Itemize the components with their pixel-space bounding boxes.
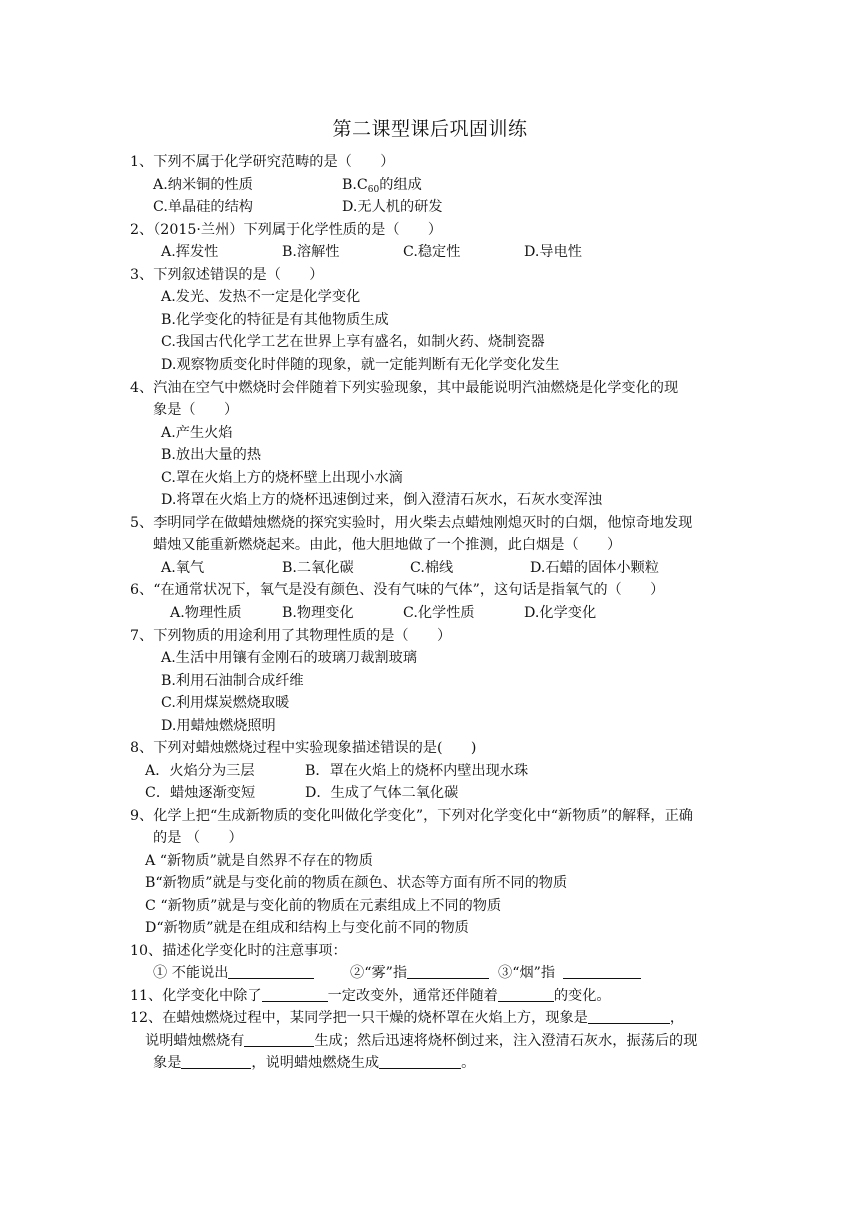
question-2-option-b: B.溶解性 bbox=[282, 244, 340, 260]
question-8-option-d: D．生成了气体二氧化碳 bbox=[305, 785, 459, 801]
question-5-option-d: D.石蜡的固体小颗粒 bbox=[530, 560, 659, 576]
question-7-option-d: D.用蜡烛燃烧照明 bbox=[161, 718, 276, 734]
question-6-option-b: B.物理变化 bbox=[282, 605, 354, 621]
question-8-stem: 8、下列对蜡烛燃烧过程中实验现象描述错误的是( ) bbox=[130, 740, 477, 756]
question-10-stem: 10、描述化学变化时的注意事项： bbox=[130, 943, 347, 959]
answer-blank[interactable] bbox=[588, 1009, 670, 1024]
question-9-option-c: C “新物质”就是与变化前的物质在元素组成上不同的物质 bbox=[145, 898, 502, 914]
answer-blank[interactable] bbox=[244, 1032, 314, 1047]
question-7-option-c: C.利用煤炭燃烧取暖 bbox=[161, 695, 290, 711]
page-title: 第二课型课后巩固训练 bbox=[332, 118, 528, 140]
answer-blank[interactable] bbox=[181, 1054, 251, 1069]
question-9-option-d: D“新物质”就是在组成和结构上与变化前不同的物质 bbox=[145, 920, 469, 936]
question-10-item-1: ① 不能说出 bbox=[153, 963, 314, 983]
question-4-stem-line-2: 象是（ ） bbox=[153, 402, 239, 418]
question-3-option-b: B.化学变化的特征是有其他物质生成 bbox=[161, 312, 389, 328]
question-9-stem-line-2: 的是 （ ） bbox=[153, 830, 243, 846]
question-7-option-b: B.利用石油制合成纤维 bbox=[161, 673, 304, 689]
question-12-line-3: 象是 ，说明蜡烛燃烧生成 。 bbox=[153, 1055, 476, 1071]
question-8-option-b: B．罩在火焰上的烧杯内壁出现水珠 bbox=[305, 763, 529, 779]
question-6-option-a: A.物理性质 bbox=[170, 605, 242, 621]
question-1-option-c: C.单晶硅的结构 bbox=[153, 199, 253, 215]
question-9-option-b: B“新物质”就是与变化前的物质在颜色、状态等方面有所不同的物质 bbox=[145, 875, 568, 891]
question-6-option-d: D.化学变化 bbox=[524, 605, 597, 621]
question-10-item-2: ②“雾”指 bbox=[350, 963, 489, 983]
answer-blank[interactable] bbox=[407, 964, 489, 979]
question-11: 11、化学变化中除了 一定改变外，通常还伴随着 的变化。 bbox=[130, 988, 611, 1004]
question-5-option-b: B.二氧化碳 bbox=[282, 560, 354, 576]
question-5-option-a: A.氧气 bbox=[161, 560, 205, 576]
question-9-stem-line-1: 9、化学上把“生成新物质的变化叫做化学变化”，下列对化学变化中“新物质”的解释，正确 bbox=[130, 808, 693, 824]
question-3-stem: 3、下列叙述错误的是（ ） bbox=[130, 267, 324, 283]
question-2-option-c: C.稳定性 bbox=[403, 244, 461, 260]
question-4-option-b: B.放出大量的热 bbox=[161, 447, 262, 463]
question-4-stem-line-1: 4、汽油在空气中燃烧时会伴随着下列实验现象，其中最能说明汽油燃烧是化学变化的现 bbox=[130, 380, 679, 396]
answer-blank[interactable] bbox=[228, 964, 314, 979]
question-10-item-3: ③“烟”指 bbox=[498, 963, 641, 983]
question-6-stem: 6、“在通常状况下，氧气是没有颜色、没有气味的气体”，这句话是指氧气的（ ） bbox=[130, 582, 665, 598]
answer-blank[interactable] bbox=[563, 964, 641, 979]
question-7-option-a: A.生活中用镶有金刚石的玻璃刀裁割玻璃 bbox=[161, 650, 417, 666]
answer-blank[interactable] bbox=[498, 987, 554, 1002]
question-1-option-a: A.纳米铜的性质 bbox=[153, 177, 253, 193]
question-3-option-a: A.发光、发热不一定是化学变化 bbox=[161, 289, 361, 305]
question-8-option-a: A．火焰分为三层 bbox=[145, 763, 255, 779]
question-7-stem: 7、下列物质的用途利用了其物理性质的是（ ） bbox=[130, 628, 452, 644]
question-3-option-c: C.我国古代化学工艺在世界上享有盛名，如制火药、烧制瓷器 bbox=[161, 334, 545, 350]
question-12-line-1: 12、在蜡烛燃烧过程中，某同学把一只干燥的烧杯罩在火焰上方，现象是 ， bbox=[130, 1010, 685, 1026]
question-4-option-c: C.罩在火焰上方的烧杯壁上出现小水滴 bbox=[161, 470, 403, 486]
answer-blank[interactable] bbox=[262, 987, 328, 1002]
question-2-stem: 2、（2015·兰州）下列属于化学性质的是（ ） bbox=[130, 222, 443, 238]
question-4-option-a: A.产生火焰 bbox=[161, 425, 233, 441]
answer-blank[interactable] bbox=[379, 1054, 461, 1069]
question-4-option-d: D.将罩在火焰上方的烧杯迅速倒过来，倒入澄清石灰水，石灰水变浑浊 bbox=[161, 492, 603, 508]
question-5-stem-line-1: 5、李明同学在做蜡烛燃烧的探究实验时，用火柴去点蜡烛刚熄灭时的白烟，他惊奇地发现 bbox=[130, 515, 693, 531]
question-6-option-c: C.化学性质 bbox=[403, 605, 475, 621]
question-1-option-b: $B.C_{60}$的组成 bbox=[342, 177, 422, 195]
question-2-option-a: A.挥发性 bbox=[161, 244, 219, 260]
question-5-stem-line-2: 蜡烛又能重新燃烧起来。由此，他大胆地做了一个推测，此白烟是（ ） bbox=[153, 537, 622, 553]
question-1-stem: 1、下列不属于化学研究范畴的是（ ） bbox=[130, 154, 395, 170]
question-1-option-d: D.无人机的研发 bbox=[342, 199, 443, 215]
question-12-line-2: 说明蜡烛燃烧有 生成；然后迅速将烧杯倒过来，注入澄清石灰水，振荡后的现 bbox=[145, 1033, 698, 1049]
question-5-option-c: C.棉线 bbox=[410, 560, 454, 576]
question-2-option-d: D.导电性 bbox=[524, 244, 582, 260]
question-3-option-d: D.观察物质变化时伴随的现象，就一定能判断有无化学变化发生 bbox=[161, 357, 560, 373]
question-8-option-c: C．蜡烛逐渐变短 bbox=[145, 785, 256, 801]
question-9-option-a: A “新物质”就是自然界不存在的物质 bbox=[145, 853, 373, 869]
